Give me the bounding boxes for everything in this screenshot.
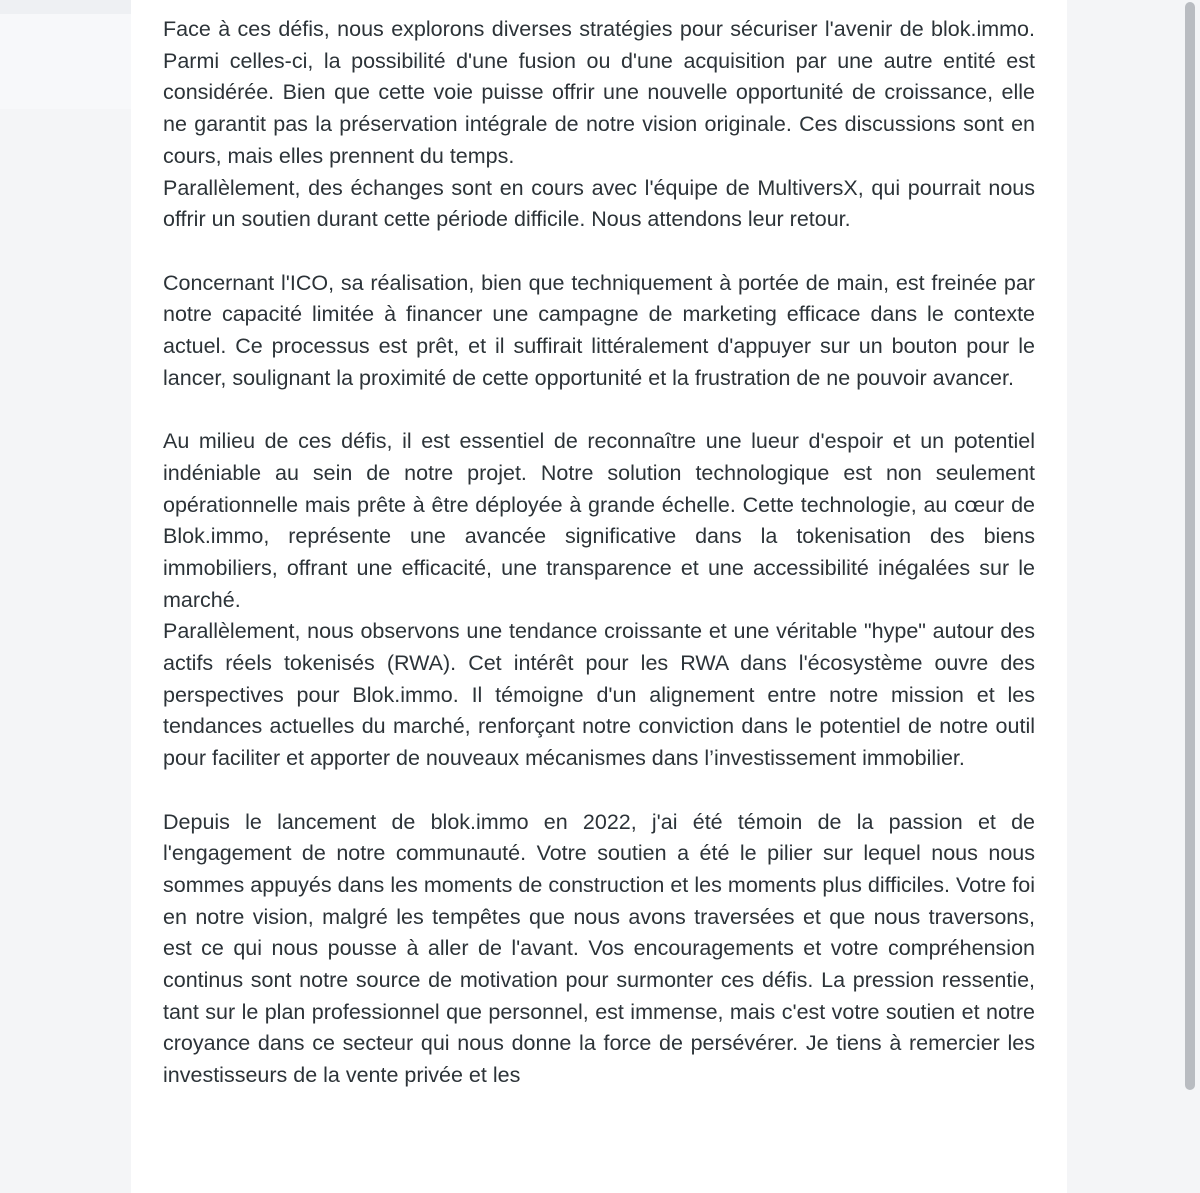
paragraph-rwa: Parallèlement, nous observons une tendance croissante et une véritable "hype" autour des actifs réels tokenisés (RWA). Cet intérêt pour les RWA dans l'écosystème ouvre des perspectives pour Blok.immo. Il témoigne d'un alignement entre notre mission et les tendances actuelles du marché, renforçant notre conviction dans le potentiel de notre outil pour faciliter et apporter de nouveaux mécanismes dans l’investissement immobilier. <box>163 619 1035 771</box>
vertical-scrollbar[interactable] <box>1182 0 1200 1193</box>
paragraph-ico: Concernant l'ICO, sa réalisation, bien que techniquement à portée de main, est freinée par notre capacité limitée à financer une campagne de marketing efficace dans le contexte actuel. Ce processus est prêt, et il suffirait littéralement d'appuyer sur un bouton pour le lancer, soulignant la proximité de cette opportunité et la frustration de ne pouvoir avancer. <box>163 270 1035 390</box>
document-body <box>163 14 1035 1092</box>
top-left-tab-area <box>0 0 131 14</box>
paragraph-hope: Au milieu de ces défis, il est essentiel de reconnaître une lueur d'espoir et un potentiel indéniable au sein de notre projet. Notre solution technologique est non seulement opérationnelle mais prête à être déployée à grande échelle. Cette technologie, au cœur de Blok.immo, représente une avancée significative dans la tokenisation des biens immobiliers, offrant une efficacité, une transparence et une accessibilité inégalées sur le marché. <box>163 429 1035 612</box>
paragraph-strategies: Face à ces défis, nous explorons diverses stratégies pour sécuriser l'avenir de blok.immo. Parmi celles-ci, la possibilité d'une fusion ou d'une acquisition par une autre entité est considérée. Bien que cette voie puisse offrir une nouvelle opportunité de croissance, elle ne garantit pas la préservation intégrale de notre vision originale. Ces discussions sont en cours, mais elles prennent du temps. <box>163 17 1035 168</box>
paragraph-multiversx: Parallèlement, des échanges sont en cours avec l'équipe de MultiversX, qui pourrait nous offrir un soutien durant cette période difficile. Nous attendons leur retour. <box>163 175 1035 232</box>
paragraph-community: Depuis le lancement de blok.immo en 2022, j'ai été témoin de la passion et de l'engagement de notre communauté. Votre soutien a été le pilier sur lequel nous nous sommes appuyés dans les moments de construction et les moments plus difficiles. Votre foi en notre vision, malgré les tempêtes que nous avons traversées et que nous traversons, est ce qui nous pousse à aller de l'avant. Vos encouragements et votre compréhension continus sont notre source de motivation pour surmonter ces défis. La pression ressentie, tant sur le plan professionnel que personnel, est immense, mais c'est votre soutien et notre croyance dans ce secteur qui nous donne la force de persévérer. Je tiens à remercier les investisseurs de la vente privée et les <box>163 809 1035 1088</box>
document-page <box>131 0 1067 1193</box>
scrollbar-thumb[interactable] <box>1185 2 1195 1090</box>
left-gutter <box>0 14 131 109</box>
